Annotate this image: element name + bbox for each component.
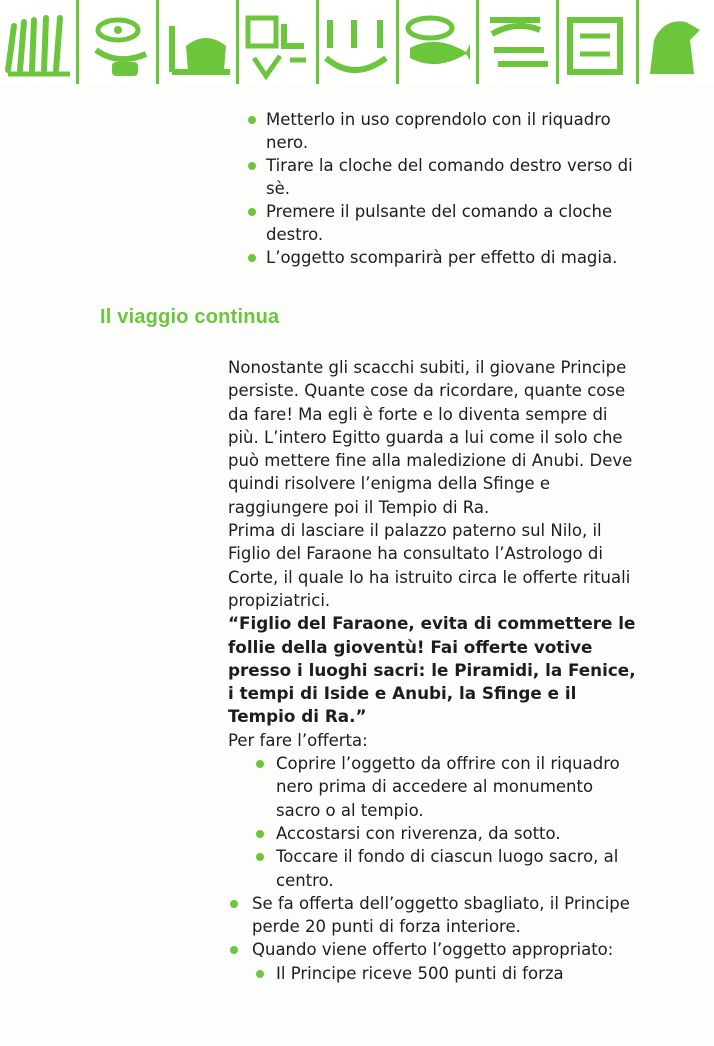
section-body [228, 356, 638, 985]
section-heading: Il viaggio continua [100, 306, 280, 328]
list-item: Premere il pulsante del comando a cloche destro. [246, 200, 646, 246]
list-item: Tirare la cloche del comando destro verso di sè. [246, 154, 646, 200]
list-item: Se fa offerta dell’oggetto sbagliato, il Principe perde 20 punti di forza interiore. [228, 892, 638, 939]
controls-steps-list [246, 108, 646, 269]
paragraph: Nonostante gli scacchi subiti, il giovane Principe persiste. Quante cose da ricordare, quante cose da fare! Ma egli è forte e lo diventa sempre di più. L’intero Egitto guarda a lui come il solo che può mettere fine alla maledizione di Anubi. Deve quindi risolvere l’enigma della Sfinge e raggiungere poi il Tempio di Ra. [228, 358, 633, 517]
list-item: Quando viene offerto l’oggetto appropriato: [228, 938, 638, 961]
list-item: Metterlo in uso coprendolo con il riquadro nero. [246, 108, 646, 154]
list-item: Il Principe riceve 500 punti di forza [254, 962, 638, 985]
list-item: Toccare il fondo di ciascun luogo sacro, al centro. [254, 845, 638, 892]
offer-intro: Per fare l’offerta: [228, 730, 368, 750]
sub-outcomes-list [254, 962, 638, 985]
offer-steps-list [254, 752, 638, 892]
astrologer-quote: “Figlio del Faraone, evita di commettere le follie della gioventù! Fai offerte votive presso i luoghi sacri: le Piramidi, la Fenice, i tempi di Iside e Anubi, la Sfinge e il Tempio di Ra.” [228, 613, 636, 727]
list-item: Coprire l’oggetto da offrire con il riquadro nero prima di accedere al monumento sacro o al tempio. [254, 752, 638, 822]
list-item: L’oggetto scomparirà per effetto di magia. [246, 246, 646, 269]
list-item: Accostarsi con riverenza, da sotto. [254, 822, 638, 845]
paragraph: Prima di lasciare il palazzo paterno sul Nilo, il Figlio del Faraone ha consultato l’Astrologo di Corte, il quale lo ha istruito circa le offerte rituali propiziatrici. [228, 521, 631, 610]
outcomes-list [228, 892, 638, 962]
